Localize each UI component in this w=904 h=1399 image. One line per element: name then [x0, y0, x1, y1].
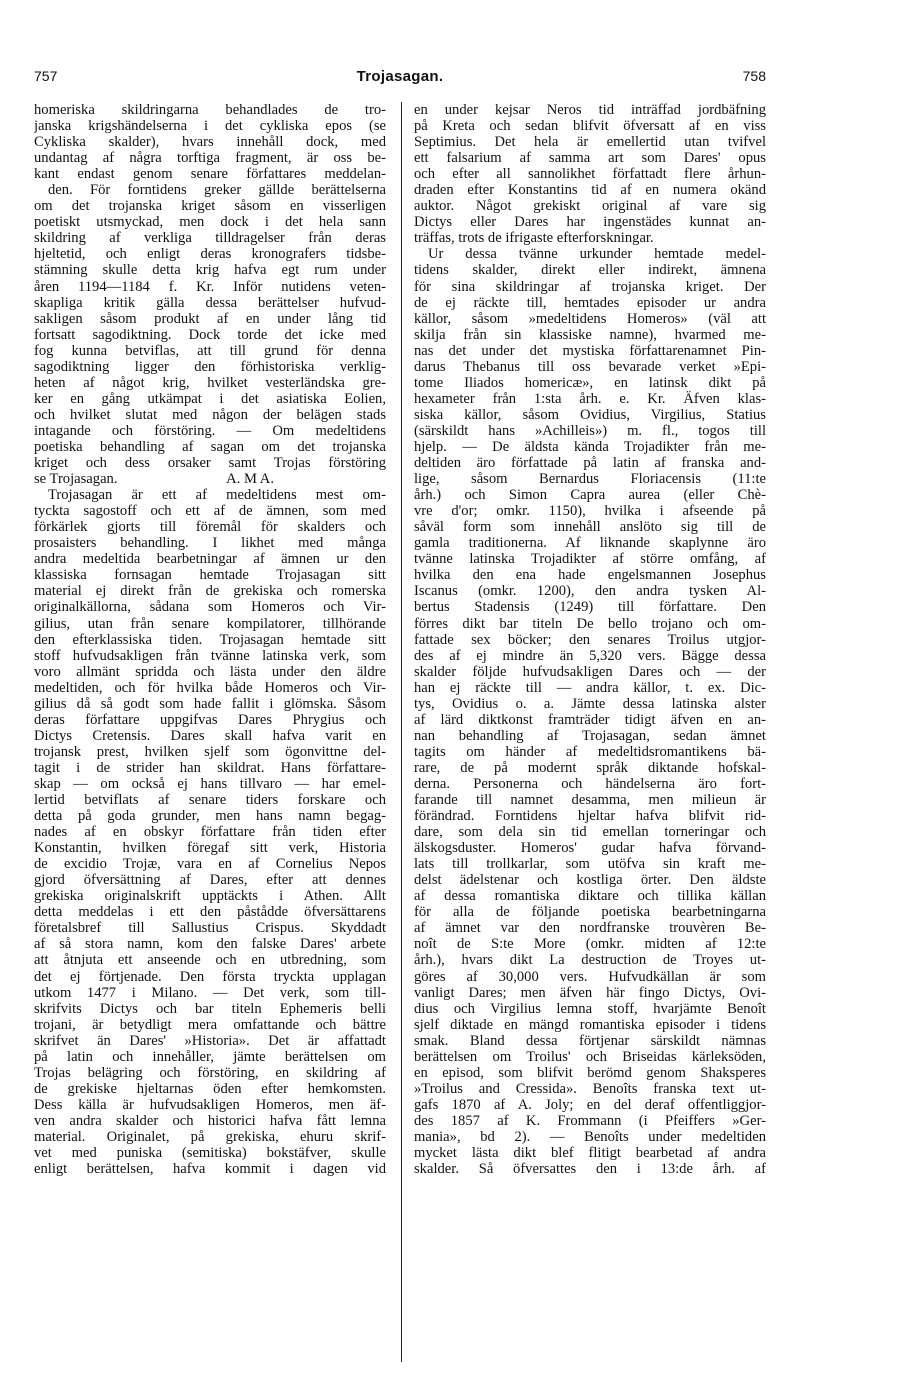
text-line: tyckta sagostoff och ett af de ämnen, som med: [34, 503, 386, 520]
text-line: trojansk prest, hvilken sjelf som ögonvittne del-: [34, 743, 386, 760]
text-line: darus Thebanus till oss bevarade verket »Epi-: [414, 358, 766, 375]
text-line: förres dikt bar titeln De bello trojano och om-: [414, 615, 766, 632]
text-line: den efterklassiska tiden. Trojasagan hemtade sitt: [34, 631, 386, 648]
text-line: Septimius. Det hela är emellertid utan tvifvel: [414, 134, 766, 151]
text-line: fog kunna betviflas, att till grund för denna: [34, 342, 386, 359]
text-line: gamla traditionerna. Af liknande skaplynne äro: [414, 535, 766, 552]
text-line: (särskildt hans »Achilleis») m. fl., togos till: [414, 422, 766, 439]
text-line: ett falsarium af samma art som Dares' opus: [414, 150, 766, 167]
text-line: åren 1194—1184 f. Kr. Inför nutidens veten-: [34, 278, 386, 295]
text-line: Cykliska skalder), hvars innehåll dock, med: [34, 134, 386, 151]
text-line: hexameter från 1:sta årh. e. Kr. Äfven klas-: [414, 390, 766, 407]
text-line: skildring af verkliga tilldragelser från deras: [34, 230, 386, 247]
text-line: förkärlek gjorts till föremål för skalders och: [34, 519, 386, 536]
text-line: detta på goda grunder, men hans namn begag-: [34, 808, 386, 825]
text-line: noît de S:te More (omkr. midten af 12:te: [414, 936, 766, 953]
text-line: om det trojanska kriget såsom en visserligen: [34, 198, 386, 215]
text-line: klassiska fornsagan hemtade Trojasagan sitt: [34, 567, 386, 584]
text-line: och hvilket slutat med någon der belägen stads: [34, 406, 386, 423]
text-line: prosaisters behandling. I likhet med många: [34, 535, 386, 552]
text-line: skrifvet än Dares' »Historia». Det är affattadt: [34, 1032, 386, 1049]
text-line: af så stora namn, kom den falske Dares' arbete: [34, 936, 386, 953]
text-line: nan behandling af Trojasagan, sedan ämnet: [414, 727, 766, 744]
text-line: tvänne latinska Trojadikter af större omfång, af: [414, 551, 766, 568]
text-line: af ämnet var den nordfranske trouvèren Be-: [414, 920, 766, 937]
text-line: deltiden äro författade på latin af franska and-: [414, 455, 766, 472]
text-line: gjord öfversättning af Dares, efter att dennes: [34, 872, 386, 889]
text-line: sjelf diktade en mängd romantiska episoder i tidens: [414, 1016, 766, 1033]
text-line: tagits om händer af medeltidsromantikens bä-: [414, 743, 766, 760]
text-line: gilius då så godt som hade fallit i glömska. Såsom: [34, 695, 386, 712]
text-line: gafs 1870 af A. Joly; en del deraf offentliggjor-: [414, 1096, 766, 1113]
text-line: älskogsduster. Homeros' gudar hafva förvand-: [414, 840, 766, 857]
text-line: originalkällorna, sådana som Homeros och Vir-: [34, 599, 386, 616]
text-line: stoff hufvudsakligen från tvänne latinska verk, som: [34, 647, 386, 664]
text-line: dare, som dela sin tid emellan torneringar och: [414, 824, 766, 841]
text-line: deras författare uppgifvas Dares Phrygius och: [34, 711, 386, 728]
column-divider: [401, 102, 402, 1362]
text-line: janska krigshändelserna i det cykliska epos (se: [34, 118, 386, 135]
text-line: af lärd diktkonst framträder tidigt äfven en an-: [414, 711, 766, 728]
text-line: Ur dessa tvänne urkunder hemtade medel-: [428, 246, 766, 263]
text-line: vre d'or; omkr. 1150), hvilka i afseende på: [414, 503, 766, 520]
text-line: poetiskt utsmyckad, men dock i det hela sann: [34, 214, 386, 231]
text-line: material ej direkt från de grekiska och romerska: [34, 583, 386, 600]
text-line: vanligt Dares; men äfven här fingo Dictys, Ovi-: [414, 984, 766, 1001]
text-line: skilja från sin klassiske namne), hvarmed me-: [414, 326, 766, 343]
text-line: kant endast genom senare författares meddelan-: [34, 166, 386, 183]
text-line: på Kreta och sedan blifvit öfversatt af en viss: [414, 118, 766, 135]
text-line: draden efter Konstantins tid af en numera okänd: [414, 182, 766, 199]
text-line: undantag af några torftiga fragment, är oss be-: [34, 150, 386, 167]
text-line: Dictys Cretensis. Dares skall hafva varit en: [34, 727, 386, 744]
text-line: sagodiktning ligger den förhistoriska verklig-: [34, 358, 386, 375]
text-line: stämning skulle detta krig hafva egt rum under: [34, 262, 386, 279]
text-line: medeltiden, och för hvilka både Homeros och Vir-: [34, 679, 386, 696]
text-line: såväl form som innehåll anslöto sig till de: [414, 519, 766, 536]
text-line: »Troilus and Cressida». Benoîts franska text ut-: [414, 1080, 766, 1097]
text-line: en under kejsar Neros tid inträffad jordbäfning: [414, 102, 766, 118]
text-line: homeriska skildringarna behandlades de tro-: [34, 102, 386, 118]
text-line: Dess källa är hufvudsakligen Homeros, men äf-: [34, 1096, 386, 1113]
text-line: berättelsen om Troilus' och Briseidas kärleksöden,: [414, 1048, 766, 1065]
text-line: smak. Bland dessa förtjenar särskildt nämnas: [414, 1032, 766, 1049]
left-page-number: 757: [34, 68, 58, 84]
text-line: nades af en obskyr författare från tiden efter: [34, 824, 386, 841]
text-line: delst ädelstenar och kostliga örter. Den äldste: [414, 872, 766, 889]
text-line: tys, Ovidius o. a. Jämte dessa latinska alster: [414, 695, 766, 712]
text-line: sakligen såsom produkt af en under lång tid: [34, 310, 386, 327]
right-page-number: 758: [742, 68, 766, 84]
text-line: trojani, är betydligt mera omfattande och bättre: [34, 1016, 386, 1033]
text-line: siska källor, såsom Ovidius, Virgilius, Statius: [414, 406, 766, 423]
text-line: af dessa romantiska diktare och tillika källan: [414, 888, 766, 905]
text-line: grekiska originalskrift upptäckts i Athen. Allt: [34, 888, 386, 905]
text-line: för sina skildringar af trojanska kriget. Der: [414, 278, 766, 295]
running-title: Trojasagan.: [356, 68, 444, 85]
text-line: Iscanus (omkr. 1200), den andra tysken Al-: [414, 583, 766, 600]
text-line: på latin och innehåller, jämte berättelsen om: [34, 1048, 386, 1065]
text-line: tome Iliados homericæ», en latinsk dikt på: [414, 374, 766, 391]
text-line: att åtnjuta ett anseende och en utbredning, som: [34, 952, 386, 969]
text-line: des 1857 af K. Frommann (i Pfeiffers »Ger-: [414, 1112, 766, 1129]
text-line: poetiska behandling af sagan om det trojanska: [34, 438, 386, 455]
text-line: fattade sex böcker; den senares Troilus utgjor-: [414, 631, 766, 648]
text-line: voro allmänt spridda och lästa under den äldre: [34, 663, 386, 680]
text-line: rare, de på modernt språk diktande hofskal-: [414, 759, 766, 776]
text-line: det ej förtjenade. Den första tryckta upplagan: [34, 968, 386, 985]
text-line: derna. Personerna och händelserna äro fort-: [414, 775, 766, 792]
text-line: skalder. Så öfversattes den i 13:de årh. af: [414, 1161, 766, 1178]
text-line: och efter all sannolikhet författadt flere århun-: [414, 166, 766, 183]
text-line: fortsatt sagodiktning. Dock torde det icke med: [34, 326, 386, 343]
text-line: andra medeltida bearbetningar af ämnen ur den: [34, 551, 386, 568]
text-line: källor, såsom »medeltidens Homeros» (väl att: [414, 310, 766, 327]
page-header: [34, 68, 766, 92]
text-line: bertus Stadensis (1249) till författare. Den: [414, 599, 766, 616]
text-line: de ej räckte till, hemtades episoder ur andra: [414, 294, 766, 311]
text-line: detta meddelas i ett den påstådde öfversättarens: [34, 904, 386, 921]
text-line: lats till trollkarlar, som utöfva sin kraft me-: [414, 856, 766, 873]
text-line: vet med puniska (semitiska) bokstäfver, skulle: [34, 1145, 386, 1162]
right-column: [414, 102, 766, 1177]
text-line: material. Originalet, på grekiska, ehuru skrif-: [34, 1129, 386, 1145]
text-line: dius och Virgilius lemna stoff, hvarjämte Benoît: [414, 1000, 766, 1017]
text-line: enligt berättelsen, hafva kommit i dagen vid: [34, 1161, 386, 1178]
text-line: kriget och dess orsaker samt Trojas förstöring: [34, 455, 386, 472]
text-line: hjeltetid, och enligt deras kronografers tidsbe-: [34, 246, 386, 263]
text-line: mania», bd 2). — Benoîts under medeltiden: [414, 1129, 766, 1145]
text-line: de grekiske hjeltarnas öden efter hemkomsten.: [34, 1080, 386, 1097]
text-line: en episod, som blifvit berömd genom Shaksperes: [414, 1064, 766, 1081]
text-line: den. För forntidens greker gällde berättelserna: [48, 182, 386, 199]
text-line: des af ej mindre än 5,320 vers. Bägge dessa: [414, 647, 766, 664]
left-column: [34, 102, 386, 1177]
text-line: Trojasagan är ett af medeltidens mest om-: [48, 487, 386, 504]
text-line: träffas, trots de ifrigaste efterforskningar.: [414, 230, 654, 247]
text-line: auktor. Något grekiskt original af vare sig: [414, 198, 766, 215]
text-line: årh.) och Simon Capra aurea (eller Chè-: [414, 487, 766, 504]
text-line: lige, såsom Bernardus Floriacensis (11:te: [414, 471, 766, 488]
text-line: för alla de följande poetiska bearbetningarna: [414, 904, 766, 921]
text-line: förändrad. Forntidens hjeltar hafva blifvit rid-: [414, 808, 766, 825]
text-line: tidens skalder, direkt eller indirekt, ämnena: [414, 262, 766, 279]
text-line: utkom 1477 i Milano. — Det verk, som till-: [34, 984, 386, 1001]
text-line: mycket lästa dikt blef flitigt bearbetad af andra: [414, 1145, 766, 1162]
text-line: företalsbref till Sallustius Crispus. Skyddadt: [34, 920, 386, 937]
text-line: skalder följde hufvudsakligen Dares och — der: [414, 663, 766, 680]
text-line: skap — om också ej hans tillvaro — har emel-: [34, 775, 386, 792]
text-line: hjelp. — De äldsta kända Trojadikter från me-: [414, 438, 766, 455]
text-line: nas det under det mystiska författarenamnet Pin-: [414, 342, 766, 359]
text-line: årh.), hvars dikt La destruction de Troyes ut-: [414, 952, 766, 969]
text-line: ker en gång utkämpat i det asiatiska Eolien,: [34, 390, 386, 407]
text-line: skrifvits Dictys och bar titeln Ephemeris belli: [34, 1000, 386, 1017]
text-line: de excidio Trojæ, vara en af Cornelius Nepos: [34, 856, 386, 873]
text-line: farande till namnet desamma, men milieun är: [414, 792, 766, 809]
text-line: Trojas belägring och förstöring, en skildring af: [34, 1064, 386, 1081]
text-line: heten af något krig, hvilket vesterländska gre-: [34, 374, 386, 391]
text-line: skapliga kritik gälla dessa berättelser hufvud-: [34, 294, 386, 311]
text-line: lertid betviflats af senare tiders forskare och: [34, 792, 386, 809]
text-line: göres af 30,000 vers. Hufvudkällan är som: [414, 968, 766, 985]
text-line: tagit i de strider han skildrat. Hans författare-: [34, 759, 386, 776]
text-line: ven andra skalder och historici hafva fått lemna: [34, 1112, 386, 1129]
text-line: se Trojasagan. A. M A.: [34, 471, 274, 488]
text-line: han ej räckte till — andra källor, t. ex. Dic-: [414, 679, 766, 696]
text-line: Dictys eller Dares har ingenstädes kunnat an-: [414, 214, 766, 231]
text-line: hvilka den ena hade engelsmannen Josephus: [414, 567, 766, 584]
text-line: intagande och förstöring. — Om medeltidens: [34, 422, 386, 439]
text-line: gilius, utan från senare kompilatorer, tillhörande: [34, 615, 386, 632]
text-line: Konstantin, hvilken föregaf sitt verk, Historia: [34, 840, 386, 857]
